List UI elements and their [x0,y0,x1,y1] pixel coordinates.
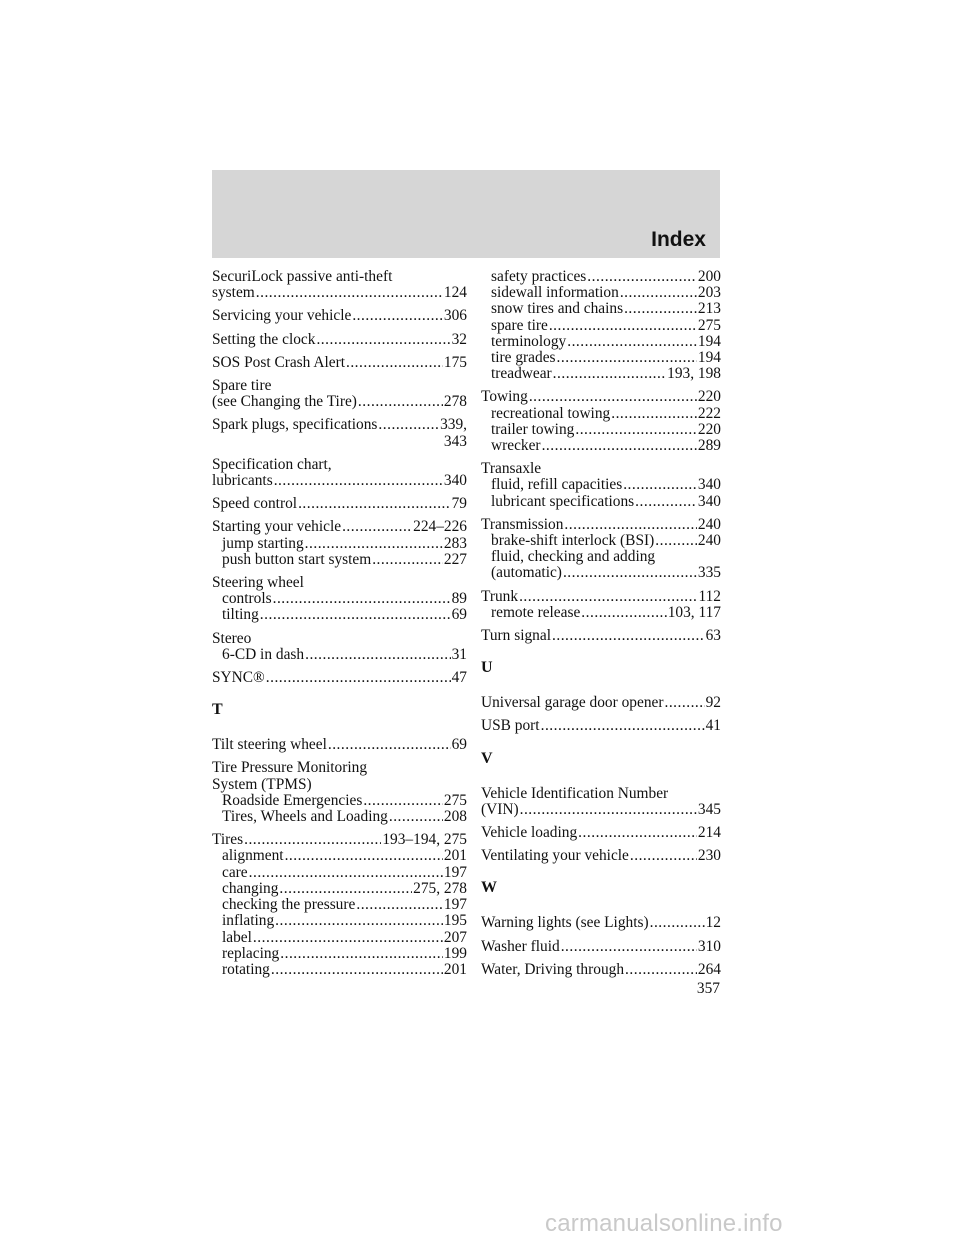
dot-leader [664,695,704,711]
dot-leader [561,939,697,955]
dot-leader [256,285,443,301]
entry-page-ref: 200 [697,268,721,285]
dot-leader [275,913,443,929]
entry-page-ref: 193, 198 [667,365,721,383]
index-subentry [481,334,721,350]
index-entry-line [481,802,721,818]
entry-page-ref: 194 [697,332,721,350]
index-entry-line [481,786,721,802]
index-entry-line [212,575,467,591]
entry-label: Starting your vehicle [212,518,342,536]
dot-leader [578,825,697,841]
entry-page-ref: 335 [697,564,721,582]
dot-leader [244,832,381,848]
section-letter: U [481,659,493,677]
entry-page-ref: 193–194, 275 [382,831,467,849]
dot-leader [274,473,443,489]
index-entry [481,962,721,978]
entry-page-ref: 213 [697,300,721,318]
dot-leader [271,962,443,978]
dot-leader [305,536,443,552]
entry-label: Setting the clock [212,330,316,348]
index-subentry [212,793,467,809]
entry-label: snow tires and chains [491,300,624,318]
entry-label: SOS Post Crash Alert [212,353,345,371]
entry-label: spare tire [491,316,548,334]
entry-page-ref: 340 [697,476,721,494]
index-subentry [212,591,467,607]
entry-page-ref: 92 [705,694,721,712]
index-entry [212,670,467,686]
index-subentry [481,477,721,493]
dot-leader [567,334,697,350]
dot-leader [285,848,443,864]
index-entry [212,737,467,753]
index-entry-line [212,760,467,776]
dot-leader [356,897,443,913]
entry-label: push button start system [222,550,372,568]
entry-label: trailer towing [491,420,575,438]
footer-watermark: carmanualsonline.info [545,1210,783,1237]
section-letter: W [481,879,497,897]
index-entry-line [212,496,467,512]
index-subentry [481,366,721,382]
index-subentry [481,422,721,438]
entry-page-ref: 197 [443,863,467,881]
dot-leader [553,366,666,382]
entry-page-ref: 89 [451,590,467,608]
entry-page-ref: 69 [451,736,467,754]
dot-leader [389,809,443,825]
index-subentry [212,647,467,663]
index-subentry [481,301,721,317]
entry-label: Vehicle Identification Number [481,784,669,802]
index-subentry [212,897,467,913]
entry-label: rotating [222,960,270,978]
dot-leader [650,915,705,931]
dot-leader [635,494,697,510]
index-entry [212,269,467,301]
entry-page-ref: 214 [697,824,721,842]
dot-leader [620,285,697,301]
entry-page-ref: 79 [451,495,467,513]
entry-page-ref: 31 [451,645,467,663]
entry-label: wrecker [491,437,541,455]
entry-label: Transaxle [481,460,542,478]
entry-label: lubricant specifications [491,492,635,510]
entry-page-ref: 207 [443,928,467,946]
entry-label: lubricants [212,472,273,490]
entry-label: changing [222,879,279,897]
entry-label: checking the pressure [222,896,356,914]
entry-page-ref: 275, 278 [413,879,467,897]
entry-label: Spare tire [212,377,272,395]
index-entry [481,786,721,818]
index-subentry [212,552,467,568]
dot-leader [541,718,705,734]
entry-page-ref: 306 [443,307,467,325]
entry-label: Washer fluid [481,937,560,955]
entry-label: Speed control [212,495,298,513]
index-entry-line [212,308,467,324]
index-subentry [481,605,721,621]
dot-leader [542,438,697,454]
entry-page-ref: 240 [697,532,721,550]
index-entry-line [212,394,467,410]
index-subentry [481,494,721,510]
index-entry-line [212,269,467,285]
entry-page-ref: 227 [443,550,467,568]
dot-leader [625,962,697,978]
entry-page-ref: 310 [697,937,721,955]
index-entry-line [212,457,467,473]
index-entry [481,718,721,734]
index-entry [481,825,721,841]
entry-label: sidewall information [491,284,619,302]
dot-leader [623,477,697,493]
index-subentry [212,865,467,881]
index-entry [481,939,721,955]
dot-leader [253,930,443,946]
index-entry-line [212,332,467,348]
entry-label: tilting [222,606,259,624]
entry-page-ref: 220 [697,420,721,438]
entry-page-ref: 345 [697,800,721,818]
index-entry [212,496,467,512]
dot-leader [279,881,412,897]
index-entry-line [481,628,721,644]
index-entry-line [212,670,467,686]
index-entry [212,631,467,663]
index-subentry [212,881,467,897]
entry-label: USB port [481,717,540,735]
header-bar [212,170,720,258]
dot-leader [587,269,697,285]
index-entry-line [212,473,467,489]
dot-leader [378,417,439,433]
index-subentry [212,536,467,552]
entry-label: System (TPMS) [212,775,312,793]
entry-label: inflating [222,912,275,930]
section-letter: T [212,701,223,719]
entry-label: replacing [222,944,280,962]
index-entry-line [481,589,721,605]
entry-label: system [212,284,255,302]
entry-page-ref: 275 [443,791,467,809]
dot-leader [630,848,697,864]
entry-label: remote release [491,603,581,621]
dot-leader [552,628,705,644]
index-entry [212,378,467,410]
entry-page-ref: 222 [697,404,721,422]
dot-leader [305,647,451,663]
entry-page-ref: 224–226 [413,518,467,536]
index-entry-line [212,285,467,301]
entry-label: Stereo [212,629,252,647]
entry-label: Tire Pressure Monitoring [212,759,368,777]
index-entry [212,832,467,978]
dot-leader [655,533,697,549]
index-subentry [481,406,721,422]
dot-leader [328,737,451,753]
entry-page-ref: 199 [443,944,467,962]
index-entry [212,519,467,568]
entry-page-ref: 41 [705,717,721,735]
index-entry [212,332,467,348]
index-entry [481,389,721,454]
index-entry-line [481,389,721,405]
entry-page-ref: 283 [443,534,467,552]
entry-label: fluid, checking and adding [491,548,656,566]
index-entry-line [212,631,467,647]
index-subentry [481,549,721,565]
entry-label: Water, Driving through [481,960,625,978]
dot-leader [273,591,451,607]
index-entry [481,628,721,644]
entry-label: brake-shift interlock (BSI) [491,532,655,550]
index-entry [481,695,721,711]
entry-page-ref: 289 [697,437,721,455]
entry-page-ref: 340 [697,492,721,510]
entry-label: recreational towing [491,404,611,422]
index-entry-line [212,832,467,848]
entry-label: alignment [222,847,284,865]
dot-leader [529,389,697,405]
dot-leader [563,565,697,581]
dot-leader [346,355,443,371]
index-subentry [481,269,721,285]
dot-leader [298,496,451,512]
index-subentry [212,930,467,946]
entry-page-ref: 264 [697,960,721,978]
index-entry [481,589,721,621]
entry-label: controls [222,590,272,608]
page-number: 357 [696,980,720,997]
entry-label: SYNC® [212,669,265,687]
entry-label: Tires, Wheels and Loading [222,808,388,826]
index-subentry [212,946,467,962]
entry-label: treadwear [491,365,552,383]
index-entry [212,417,467,449]
index-entry [212,308,467,324]
entry-page-ref: 203 [697,284,721,302]
entry-label: SecuriLock passive anti-theft [212,268,393,285]
index-entry-line [481,939,721,955]
entry-label: Spark plugs, specifications [212,416,378,434]
entry-label: Roadside Emergencies [222,791,363,809]
index-subentry [212,913,467,929]
dot-leader [249,865,443,881]
entry-label: Universal garage door opener [481,694,664,712]
index-entry [481,269,721,382]
dot-leader [557,350,697,366]
entry-page-ref: 201 [443,847,467,865]
index-subentry [481,533,721,549]
dot-leader [342,519,412,535]
dot-leader [564,517,697,533]
index-entry-line [481,517,721,533]
entry-page-continuation: 343 [443,432,467,450]
entry-page-ref: 32 [451,330,467,348]
index-entry [212,575,467,624]
dot-leader [352,308,443,324]
entry-label: label [222,928,252,946]
page-title: Index [651,228,706,251]
dot-leader [519,589,697,605]
entry-label: Tires [212,831,244,849]
entry-label: Tilt steering wheel [212,736,327,754]
entry-page-ref: 240 [697,515,721,533]
index-subentry [481,350,721,366]
dot-leader [316,332,450,348]
entry-page-ref: 275 [697,316,721,334]
entry-page-ref: 340 [443,472,467,490]
index-column-left [212,269,467,985]
dot-leader [358,394,443,410]
dot-leader [581,605,666,621]
entry-label: (see Changing the Tire) [212,393,357,411]
entry-page-ref: 103, 117 [667,603,721,621]
index-subentry [481,318,721,334]
index-entry [212,457,467,489]
entry-label: Servicing your vehicle [212,307,352,325]
index-entry-line [481,718,721,734]
index-entry-line [481,461,721,477]
dot-leader [611,406,697,422]
entry-page-ref: 278 [443,393,467,411]
entry-page-ref: 220 [697,388,721,406]
index-subentry [212,809,467,825]
entry-label: Towing [481,388,528,406]
index-entry [481,461,721,510]
entry-page-ref: 201 [443,960,467,978]
entry-page-ref: 208 [443,808,467,826]
index-entry-line [212,417,467,433]
entry-label: 6-CD in dash [222,645,305,663]
entry-page-ref: 197 [443,896,467,914]
entry-page-ref: 12 [705,914,721,932]
index-entry [212,355,467,371]
dot-leader [363,793,443,809]
dot-leader [260,607,451,623]
entry-label: tire grades [491,349,556,367]
entry-page-ref: 47 [451,669,467,687]
entry-page-ref: 195 [443,912,467,930]
section-letter: V [481,749,493,767]
entry-page-ref: 230 [697,847,721,865]
index-entry [481,848,721,864]
index-entry-line [481,848,721,864]
index-entry [481,915,721,931]
index-entry-line [212,519,467,535]
dot-leader [266,670,451,686]
index-subentry [212,848,467,864]
entry-label: Trunk [481,587,519,605]
entry-label: safety practices [491,268,587,285]
index-subentry [212,607,467,623]
entry-label: Warning lights (see Lights) [481,914,649,932]
dot-leader [520,802,697,818]
entry-label: (VIN) [481,800,519,818]
index-subentry [481,565,721,581]
entry-label: Vehicle loading [481,824,578,842]
index-entry-line [212,378,467,394]
entry-label: Steering wheel [212,574,304,592]
dot-leader [549,318,697,334]
index-entry-line [212,737,467,753]
index-entry [212,760,467,825]
dot-leader [280,946,443,962]
index-subentry [481,438,721,454]
index-subentry [481,285,721,301]
index-subentry [212,962,467,978]
dot-leader [624,301,697,317]
index-column-right [481,269,721,985]
entry-label: terminology [491,332,567,350]
entry-label: care [222,863,248,881]
entry-page-ref: 63 [705,627,721,645]
index-entry [481,517,721,582]
entry-page-ref: 112 [698,587,721,605]
dot-leader [372,552,443,568]
entry-page-ref: 194 [697,349,721,367]
entry-label: Turn signal [481,627,551,645]
entry-page-ref: 124 [443,284,467,302]
entry-page-ref: 175 [443,353,467,371]
entry-label: jump starting [222,534,304,552]
index-entry-line [481,825,721,841]
entry-page-ref: 339, [440,416,467,434]
entry-label: Specification chart, [212,455,332,473]
entry-label: Transmission [481,515,564,533]
index-entry-line [212,355,467,371]
index-entry-line [481,915,721,931]
entry-label: Ventilating your vehicle [481,847,629,865]
entry-label: fluid, refill capacities [491,476,623,494]
dot-leader [575,422,697,438]
index-entry-line [481,962,721,978]
index-entry-line [481,695,721,711]
index-entry-line [212,777,467,793]
entry-page-ref: 69 [451,606,467,624]
entry-label: (automatic) [491,564,562,582]
